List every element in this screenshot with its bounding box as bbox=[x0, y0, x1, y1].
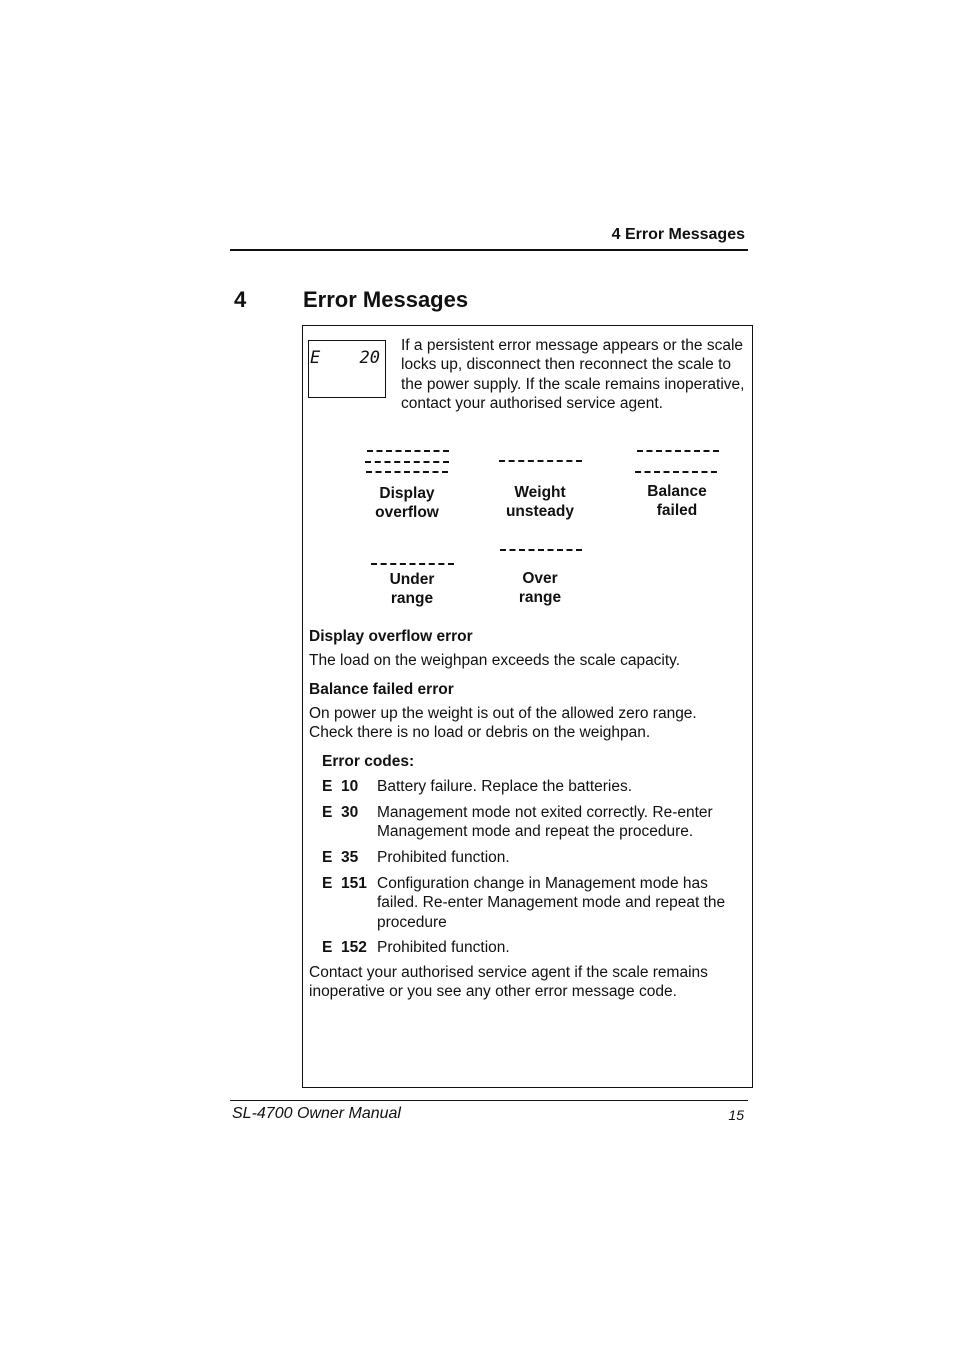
intro-paragraph: If a persistent error message appears or the scale locks up, disconnect then reconnect the scale to the power supply. If the scale remains inoperative, contact your authorised service agent. bbox=[401, 337, 745, 413]
over-range-label: Over range bbox=[518, 570, 562, 607]
balance-failed-text: On power up the weight is out of the allowed zero range. Check there is no load or debris on the weighpan. bbox=[309, 705, 697, 742]
segment-row-middle bbox=[499, 460, 582, 462]
error-code: E 10 bbox=[322, 778, 359, 795]
lcd-display bbox=[308, 340, 386, 398]
footer-title: SL-4700 Owner Manual bbox=[232, 1105, 401, 1122]
error-code: E 30 bbox=[322, 804, 359, 821]
display-overflow-heading: Display overflow error bbox=[309, 628, 473, 645]
error-code-description: Battery failure. Replace the batteries. bbox=[377, 778, 633, 795]
error-code-description: Management mode not exited correctly. Re-enter Management mode and repeat the procedure. bbox=[377, 804, 713, 841]
page-number: 15 bbox=[728, 1107, 744, 1123]
error-code-description: Prohibited function. bbox=[377, 849, 510, 866]
footer-rule bbox=[230, 1100, 748, 1101]
error-code: E 151 bbox=[322, 875, 367, 892]
error-code: E 35 bbox=[322, 849, 359, 866]
closing-paragraph: Contact your authorised service agent if the scale remains inoperative or you see any other error message code. bbox=[309, 964, 708, 1001]
error-codes-heading: Error codes: bbox=[322, 753, 415, 770]
segment-row-top bbox=[637, 450, 719, 452]
running-header: 4 Error Messages bbox=[611, 226, 745, 243]
display-overflow-text: The load on the weighpan exceeds the scale capacity. bbox=[309, 652, 681, 669]
segment-row-middle bbox=[365, 461, 449, 463]
display-overflow-label: Display overflow bbox=[375, 485, 439, 522]
segment-row-bottom bbox=[371, 563, 454, 565]
lcd-left-char: E bbox=[310, 348, 321, 368]
error-code-description: Prohibited function. bbox=[377, 939, 510, 956]
error-code: E 152 bbox=[322, 939, 367, 956]
balance-failed-label: Balance failed bbox=[647, 483, 707, 520]
chapter-number: 4 bbox=[234, 287, 247, 312]
error-code-description: Configuration change in Management mode has failed. Re-enter Management mode and repeat the procedure bbox=[377, 875, 726, 931]
chapter-title: Error Messages bbox=[303, 287, 469, 312]
header-rule bbox=[230, 249, 748, 251]
lcd-code: 20 bbox=[359, 348, 380, 368]
under-range-label: Under range bbox=[389, 571, 435, 608]
weight-unsteady-label: Weight unsteady bbox=[505, 484, 575, 521]
segment-row-bottom bbox=[635, 471, 717, 473]
segment-row-bottom bbox=[366, 471, 448, 473]
balance-failed-heading: Balance failed error bbox=[309, 681, 454, 698]
segment-row-top bbox=[500, 549, 582, 551]
segment-row-top bbox=[367, 450, 449, 452]
